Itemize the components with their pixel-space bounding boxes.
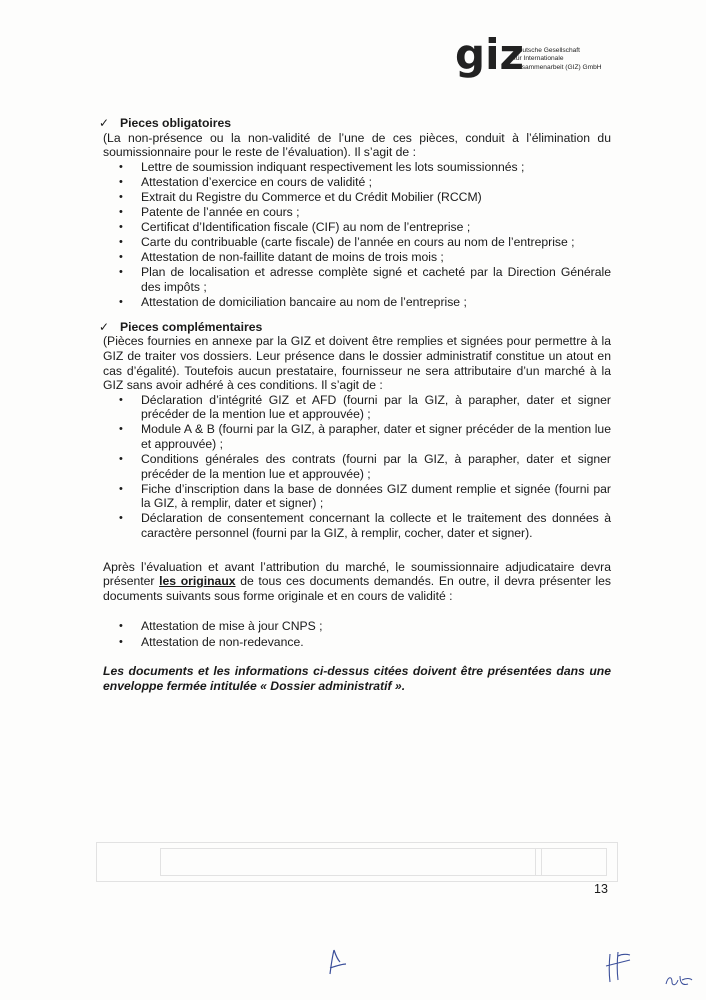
giz-logo-mark: giz <box>455 30 524 79</box>
checkmark-icon: ✓ <box>99 319 110 334</box>
giz-logo-text <box>514 47 602 72</box>
list-item: • Lettre de soumission indiquant respectivement les lots soumissionnés ; <box>141 160 611 175</box>
section-pieces-obligatoires <box>99 116 611 310</box>
list-item: • Attestation de non-redevance. <box>141 635 611 650</box>
list-item: • Certificat d’Identification fiscale (CIF) au nom de l’entreprise ; <box>141 220 611 235</box>
closing-underlined-text: les originaux <box>159 574 236 589</box>
logo-line-1: Deutsche Gesellschaft <box>514 47 580 54</box>
closing-text-before: Après l’évaluation et avant l’attribution du marché, le soumissionnaire adjudicataire devra présenter <box>103 559 611 589</box>
list-item: • Attestation de domiciliation bancaire au nom de l’entreprise ; <box>141 295 611 310</box>
handwritten-initial-signature <box>662 970 696 992</box>
original-documents-list <box>103 619 611 649</box>
section-heading <box>99 319 611 335</box>
required-documents-list <box>103 160 611 310</box>
list-item: • Attestation de mise à jour CNPS ; <box>141 619 611 634</box>
handwritten-initial-signature <box>318 938 358 978</box>
list-item: • Module A & B (fourni par la GIZ, à parapher, dater et signer précéder de la mention lue et approuvée) ; <box>141 422 611 451</box>
bleed-through-table-cell <box>535 848 607 876</box>
list-item: • Déclaration de consentement concernant la collecte et le traitement des données à caractère personnel (fourni par la GIZ, à remplir, cocher, dater et signer). <box>141 511 611 540</box>
list-item: • Extrait du Registre du Commerce et du Crédit Mobilier (RCCM) <box>141 190 611 205</box>
list-item: • Carte du contribuable (carte fiscale) de l’année en cours au nom de l’entreprise ; <box>141 235 611 250</box>
list-item: • Déclaration d’intégrité GIZ et AFD (fourni par la GIZ, à parapher, dater et signer précéder de la mention lue et approuvée) ; <box>141 393 611 422</box>
section-intro: (Pièces fournies en annexe par la GIZ et doivent être remplies et signées pour permettre à la GIZ de traiter vos dossiers. Leur présence dans le dossier administratif constitue un atout en cas d’égalité). Toutefois aucun prestataire, fournisseur ne sera attributaire d’un marché à la GIZ sans avoir adhéré à ces conditions. Il s’agit de : <box>103 334 611 393</box>
list-item: • Attestation d’exercice en cours de validité ; <box>141 175 611 190</box>
list-item: • Fiche d’inscription dans la base de données GIZ dument remplie et signée (fourni par la GIZ, à remplir, dater et signer) ; <box>141 482 611 511</box>
closing-text-after: de tous ces documents demandés. En outre, il devra présenter les documents suivants sous forme originale et en cours de validité : <box>103 574 612 603</box>
giz-logo <box>455 30 625 88</box>
document-body <box>99 116 612 705</box>
list-item: • Attestation de non-faillite datant de moins de trois mois ; <box>141 250 611 265</box>
section-title: Pieces obligatoires <box>120 116 232 130</box>
list-item: • Plan de localisation et adresse complète signé et cacheté par la Direction Générale des impôts ; <box>141 265 611 294</box>
section-title: Pieces complémentaires <box>120 319 263 334</box>
bleed-through-table-inner <box>160 848 542 876</box>
page-number: 13 <box>594 882 608 896</box>
section-pieces-complementaires <box>99 319 611 541</box>
section-heading <box>99 116 611 131</box>
logo-line-3: Zusammenarbeit (GIZ) GmbH <box>514 63 602 71</box>
handwritten-initial-signature <box>600 946 634 986</box>
final-note: Les documents et les informations ci-dessus citées doivent être présentées dans une enveloppe fermée intitulée « Dossier administratif ». <box>103 664 611 693</box>
closing-paragraph <box>103 560 611 604</box>
list-item: • Patente de l’année en cours ; <box>141 205 611 220</box>
list-item: • Conditions générales des contrats (fourni par la GIZ, à parapher, dater et signer précéder de la mention lue et approuvée) ; <box>141 452 611 481</box>
complementary-documents-list <box>103 393 611 541</box>
logo-line-2: für Internationale <box>514 55 564 63</box>
section-intro: (La non-présence ou la non-validité de l’une de ces pièces, conduit à l’élimination du soumissionnaire pour le reste de l’évaluation). Il s’agit de : <box>103 130 611 160</box>
checkmark-icon: ✓ <box>99 116 110 130</box>
